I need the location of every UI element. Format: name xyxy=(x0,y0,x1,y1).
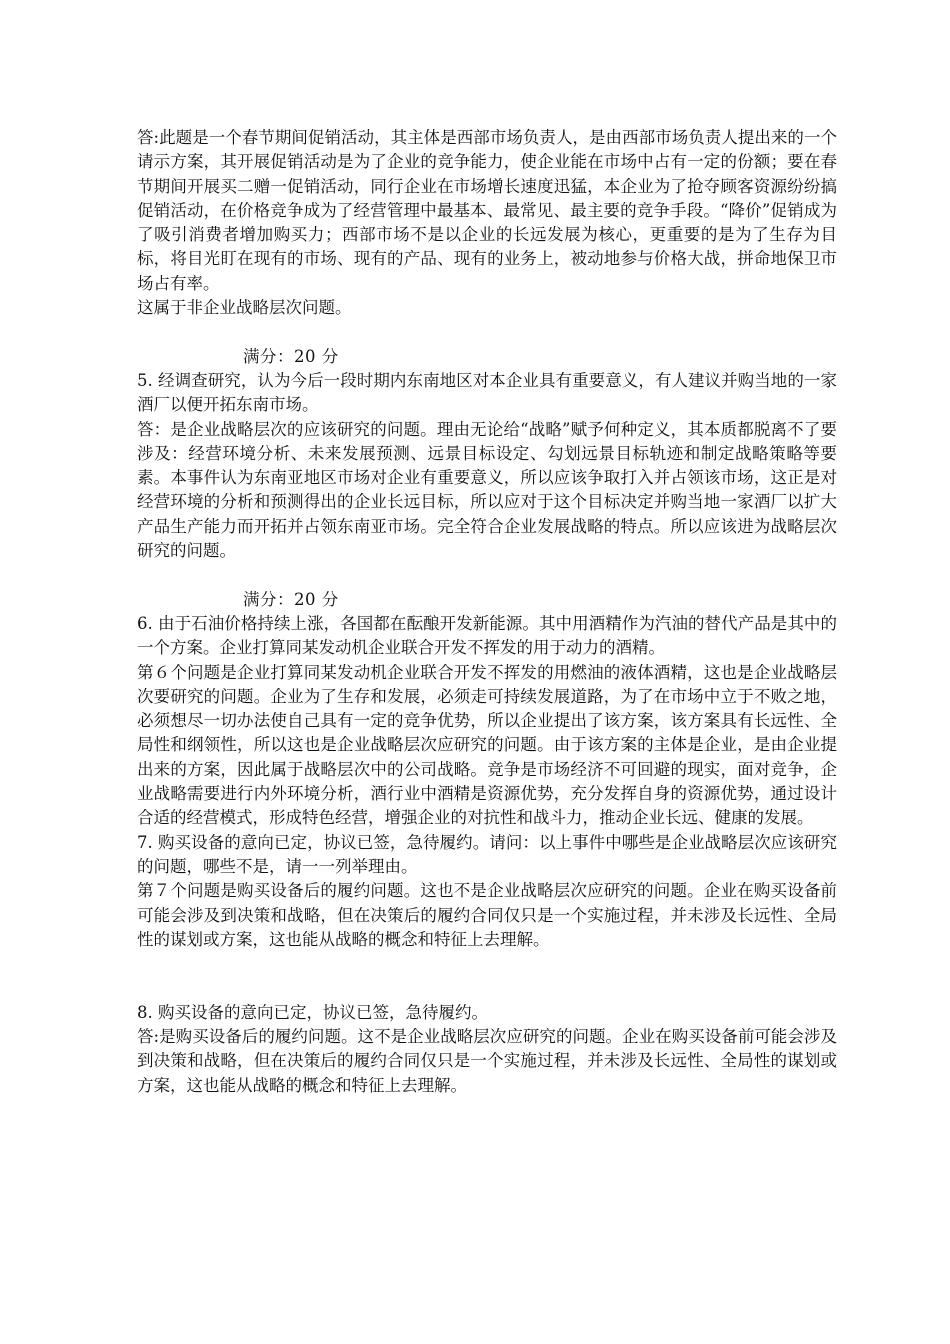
answer-paragraph: 答：是企业战略层次的应该研究的问题。理由无论给“战略”赋予何种定义，其本质都脱离不了要涉及：经营环境分析、未来发展预测、远景目标设定、勾划远景目标轨迹和制定战略策略等要素。本事件认为东南亚地区市场对企业有重要意义，所以应该争取打入并占领该市场，这正是对经营环境的分析和预测得出的企业长远目标，所以应对于这个目标决定并购当地一家酒厂以扩大产品生产能力而开拓并占领东南亚市场。完全符合企业发展战略的特点。所以应该进为战略层次研究的问题。 xyxy=(137,419,837,561)
blank-line xyxy=(137,976,837,1000)
score-label: 满分：20 分 xyxy=(243,589,339,609)
blank-line xyxy=(137,952,837,976)
answer-paragraph: 答:此题是一个春节期间促销活动，其主体是西部市场负责人，是由西部市场负责人提出来的一个请示方案，其开展促销活动是为了企业的竞争能力，使企业能在市场中占有一定的份额；要在春节期间开展买二赠一促销活动，同行企业在市场增长速度迅猛，本企业为了抢夺顾客资源纷纷搞促销活动，在价格竞争成为了经营管理中最基本、最常见、最主要的竞争手段。“降价”促销成为了吸引消费者增加购买力；西部市场不是以企业的长远发展为核心，更重要的是为了生存为目标，将目光盯在现有的市场、现有的产品、现有的业务上，被动地参与价格大战，拼命地保卫市场占有率。 xyxy=(137,128,837,293)
answer-paragraph: 第６个问题是企业打算同某发动机企业联合开发不挥发的用燃油的液体酒精，这也是企业战略层次要研究的问题。企业为了生存和发展，必须走可持续发展道路，为了在市场中立于不败之地，必须想尽一切办法使自己具有一定的竞争优势，所以企业提出了该方案，该方案具有长远性、全局性和纲领性，所以这也是企业战略层次应研究的问题。由于该方案的主体是企业，是由企业提出来的方案，因此属于战略层次中的公司战略。竞争是市场经济不可回避的现实，面对竞争，企业战略需要进行内外环境分析，酒行业中酒精是资源优势，充分发挥自身的资源优势，通过设计合适的经营模式，形成特色经营，增强企业的对抗性和战斗力，推动企业长远、健康的发展。 xyxy=(137,662,837,828)
document-page xyxy=(137,126,837,1098)
q7-section xyxy=(137,831,837,952)
q5-section xyxy=(137,369,837,563)
answer-paragraph: 第７个问题是购买设备后的履约问题。这也不是企业战略层次应研究的问题。企业在购买设备前可能会涉及到决策和战略，但在决策后的履约合同仅只是一个实施过程，并未涉及长远性、全局性的谋划或方案，这也能从战略的概念和特征上去理解。 xyxy=(137,881,837,949)
question-paragraph: 5. 经调查研究，认为今后一段时期内东南地区对本企业具有重要意义，有人建议并购当地的一家酒厂以便开拓东南市场。 xyxy=(137,370,837,415)
blank-line xyxy=(137,320,837,344)
answer-conclusion: 这属于非企业战略层次问题。 xyxy=(137,298,352,318)
blank-line xyxy=(137,563,837,587)
score-label: 满分：20 分 xyxy=(243,346,339,366)
q8-section xyxy=(137,1001,837,1098)
question-paragraph: 7. 购买设备的意向已定，协议已签，急待履约。请问：以上事件中哪些是企业战略层次应该研究的问题，哪些不是，请一一列举理由。 xyxy=(137,832,837,876)
answer-paragraph: 答:是购买设备后的履约问题。这不是企业战略层次应研究的问题。企业在购买设备前可能会涉及到决策和战略，但在决策后的履约合同仅只是一个实施过程，并未涉及长远性、全局性的谋划或方案，这也能从战略的概念和特征上去理解。 xyxy=(137,1026,837,1095)
q4-answer xyxy=(137,126,837,320)
question-paragraph: 6. 由于石油价格持续上涨，各国都在酝酿开发新能源。其中用酒精作为汽油的替代产品是其中的一个方案。企业打算同某发动机企业联合开发不挥发的用于动力的酒精。 xyxy=(137,613,837,658)
q6-section xyxy=(137,612,837,831)
question-paragraph: 8. 购买设备的意向已定，协议已签，急待履约。 xyxy=(137,1002,488,1022)
